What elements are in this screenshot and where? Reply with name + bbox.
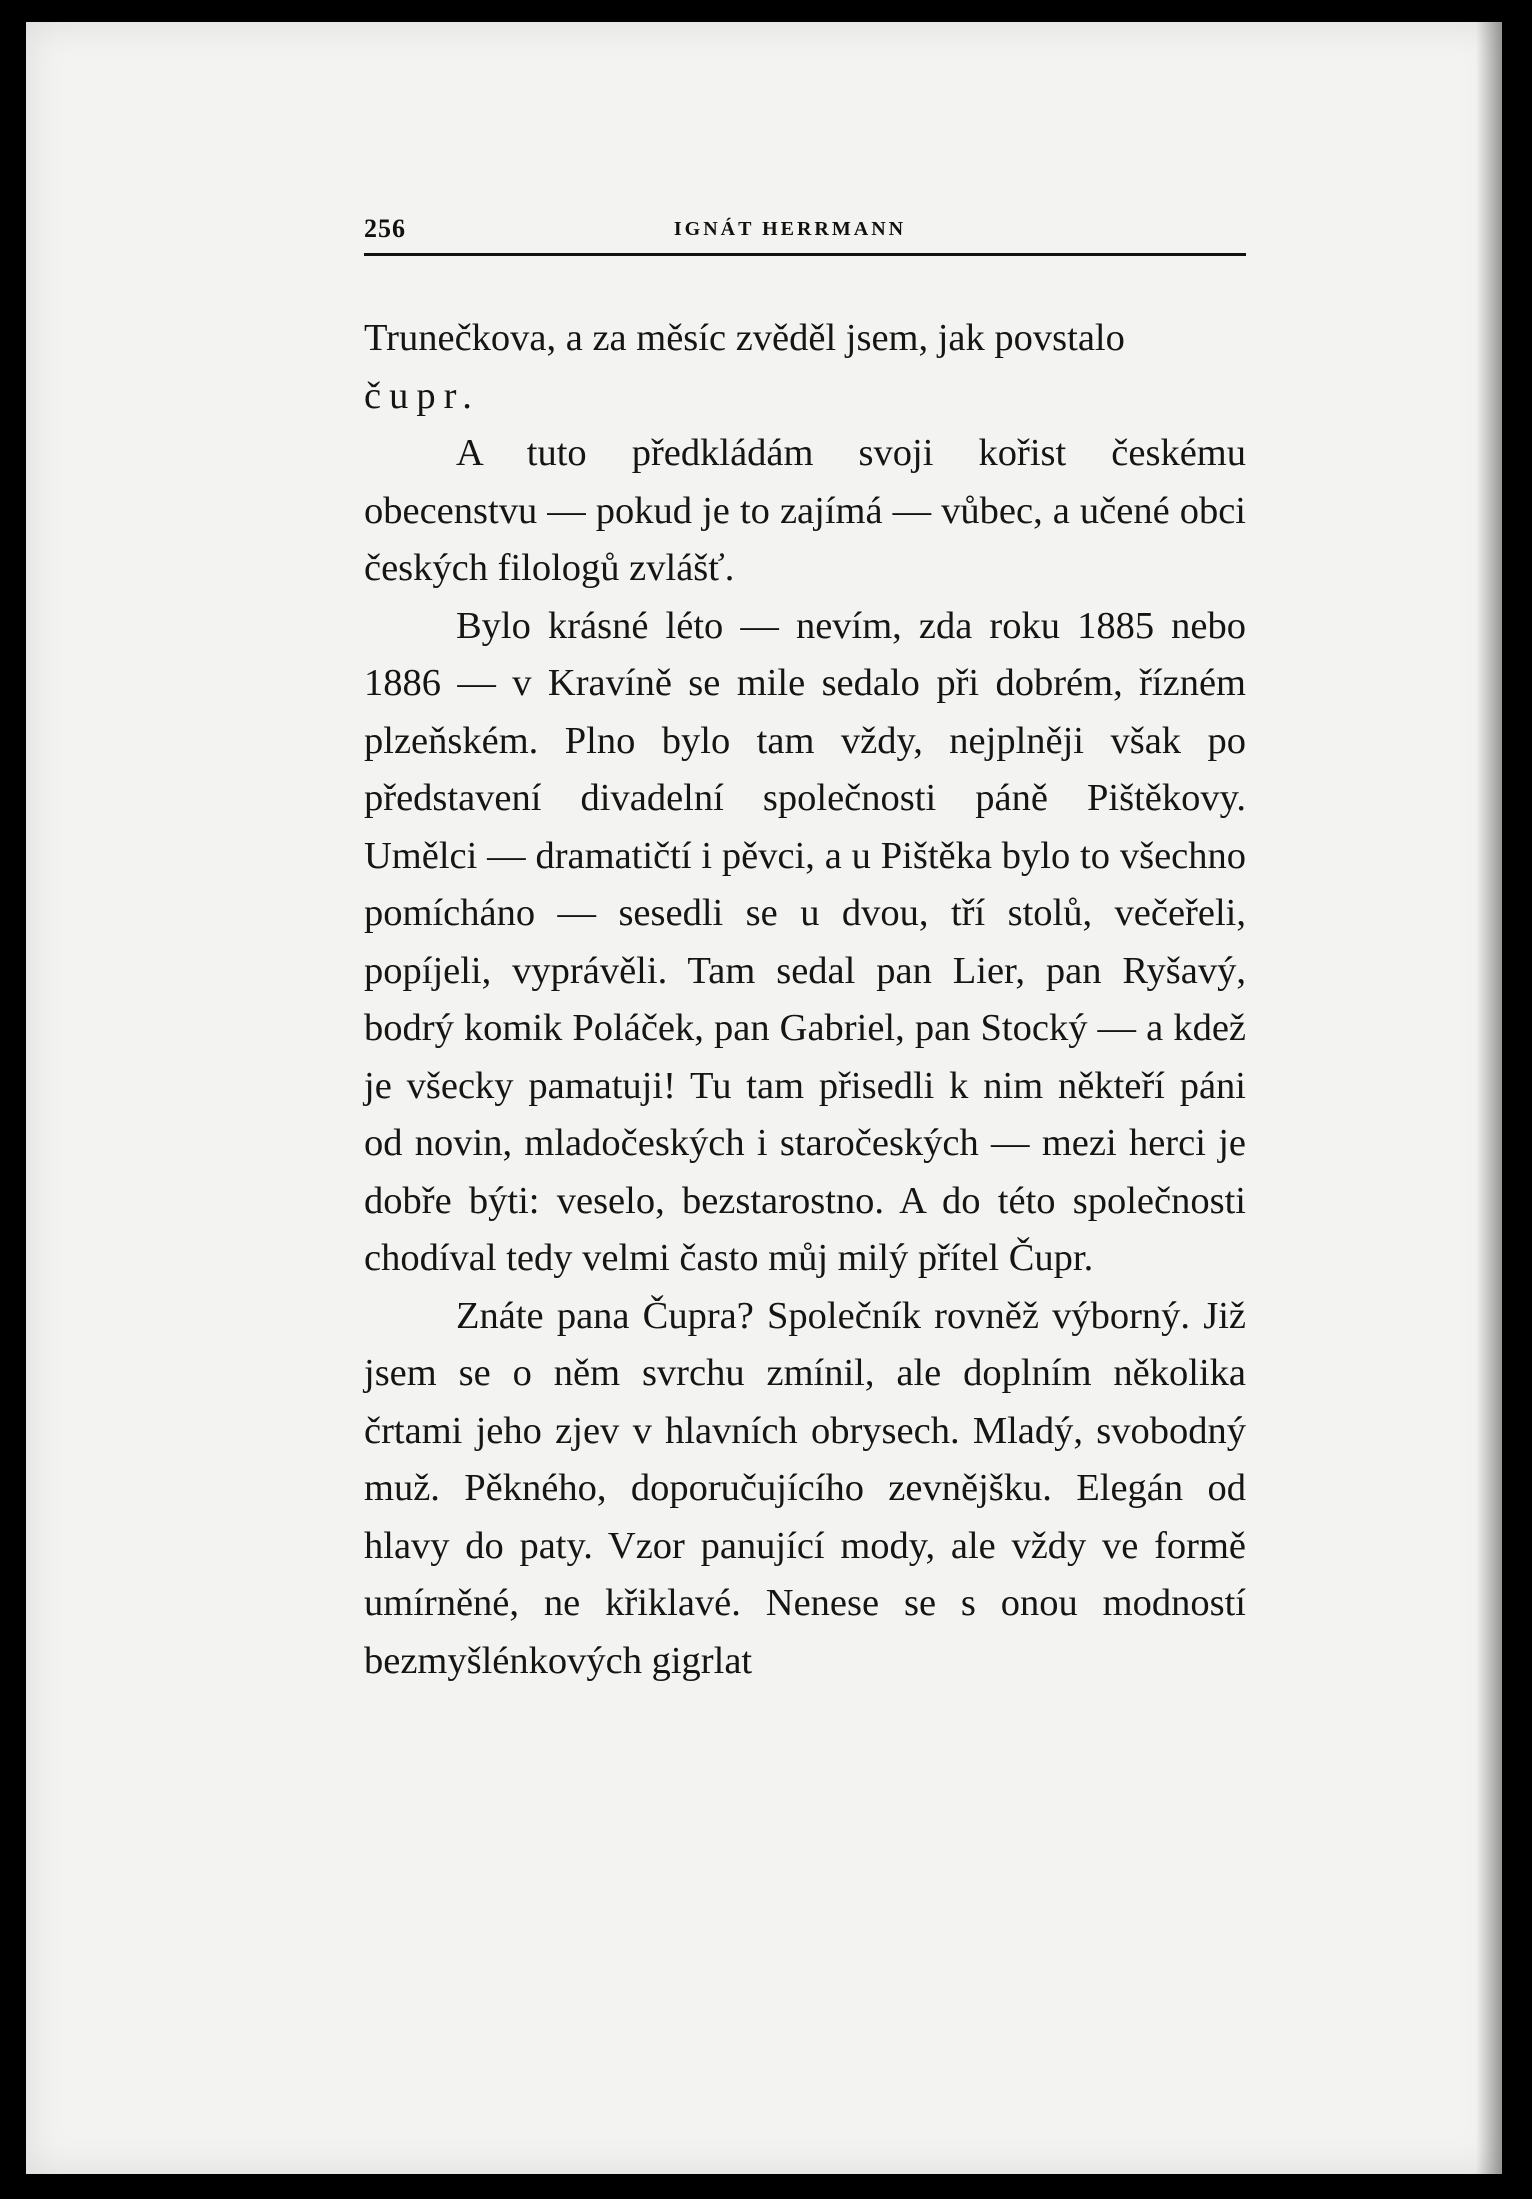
body-text	[364, 310, 1246, 1690]
paragraph-2: A tuto předkládám svoji kořist českému obecenstvu — pokud je to zajímá — vůbec, a učené obci českých filologů zvlášť.	[364, 432, 1246, 589]
paragraph-3: Bylo krásné léto — nevím, zda roku 1885 nebo 1886 — v Kravíně se mile sedalo při dobrém, řízném plzeňském. Plno bylo tam vždy, nejplněji však po představení divadelní společnosti páně Pištěkovy. Umělci — dramatičtí i pěvci, a u Pištěka bylo to všechno pomícháno — sesedli se u dvou, tří stolů, večeřeli, popíjeli, vyprávěli. Tam sedal pan Lier, pan Ryšavý, bodrý komik Poláček, pan Gabriel, pan Stocký — a kdež je všecky pamatuji! Tu tam přisedli k nim někteří páni od novin, mladočeských i staročeských — mezi herci je dobře býti: veselo, bezstarostno. A do této společnosti chodíval tedy velmi často můj milý přítel Čupr.	[364, 604, 1246, 1279]
header-rule	[364, 253, 1246, 256]
page-header	[334, 210, 1246, 252]
page-edge-shadow	[1476, 22, 1502, 2174]
page-number: 256	[364, 214, 406, 243]
paragraph-4: Znáte pana Čupra? Společník rovněž výborný. Již jsem se o něm svrchu zmínil, ale doplním několika črtami jeho zjev v hlavních obrysech. Mladý, svobodný muž. Pěkného, doporučujícího zevnějšku. Elegán od hlavy do paty. Vzor panující mody, ale vždy ve formě umírněné, ne křiklavé. Nenese se s onou modností bezmyšlénkových gigrlat	[364, 1294, 1246, 1682]
paragraph-1	[364, 310, 1246, 425]
paragraph-1-text: Trunečkova, a za měsíc zvěděl jsem, jak povstalo	[364, 317, 1125, 359]
spaced-word: čupr.	[364, 374, 480, 417]
running-head: IGNÁT HERRMANN	[673, 218, 907, 240]
